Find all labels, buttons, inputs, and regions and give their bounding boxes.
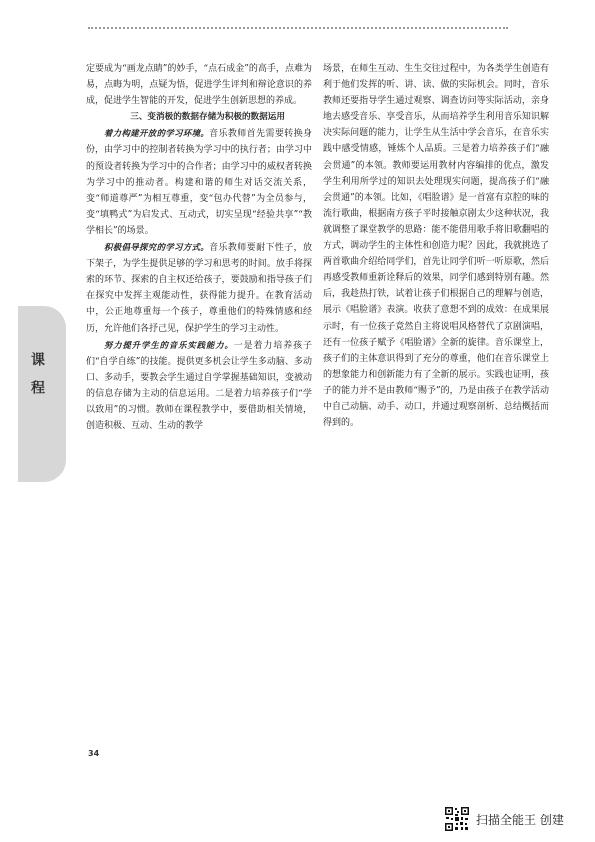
paragraph-body: 音乐教师要耐下性子，放下架子，为学生提供足够的学习和思考的时间。放手将探索的环节、探索的自主权还给孩子，要鼓励和指导孩子们在探究中发挥主观能动性，获得能力提升。在教育活动中，公正地尊重每一个孩子，尊重他们的特殊情感和经历，允许他们各抒己见，保护学生的学习主动性。	[86, 243, 312, 334]
paragraph-body: 音乐教师首先需要转换身份，由学习中的控制者转换为学习中的执行者；由学习中的预设者转换为学习中的合作者；由学习中的威权者转换为学习中的推动者。构建和谐的师生对话交流关系，变“师道尊严”为相互尊重，变“包办代替”为全员参与，变“填鸭式”为启发式、互动式，切实呈现“经验共享”“教学相长”的场景。	[86, 129, 312, 236]
paragraph-inquiry-learning	[86, 239, 312, 337]
watermark-text: 扫描全能王 创建	[476, 812, 564, 827]
paragraph-practice-ability	[86, 337, 312, 435]
paragraph-open-environment	[86, 125, 312, 239]
paragraph-body: 一是着力培养孩子们“自学自练”的技能。提供更多机会让学生多动脑、多动口、多动手，要教会学生通过自学掌握基础知识，变被动的信息存储为主动的信息运用。二是着力培养孩子们“学以致用”的习惯。教师在课程教学中，要借助相关情境，创造积极、互动、生动的教学	[86, 340, 312, 432]
page-number: 34	[88, 749, 100, 758]
scanner-watermark	[444, 806, 564, 832]
left-column	[86, 61, 312, 434]
paragraph-subheading: 努力提升学生的音乐实践能力。	[104, 339, 234, 350]
side-tab-label: 课程	[29, 352, 45, 408]
right-column-text: 场景，在师生互动、生生交往过程中，为各类学生创造有利于他们发挥的听、讲、读、做的实际机会。同时，音乐教师还要指导学生通过观察、调查访问等实际活动，亲身地去感受音乐、享受音乐，从而培养学生利用音乐知识解决实际问题的能力，让学生从生活中学会音乐，在音乐实践中感受情感，锤炼个人品质。三是着力培养孩子们“融会贯通”的本领。教师要运用教材内容编排的优点，激发学生利用所学过的知识去处理现实问题，提高孩子们“融会贯通”的本领。比如，《唱脸谱》是一首富有京腔的味的流行歌曲，根据南方孩子平时接触京剧太少这种状况，我就调整了课堂教学的思路：能不能借用歌手将旧歌翻唱的方式，调动学生的主体性和创造力呢？因此，我就挑选了两首歌曲介绍给同学们，首先让同学们听一听原歌，然后再感受教师重新诠释后的效果，同学们感到特别有趣。然后，我趁热打铁，试着让孩子们根据自己的理解与创造，展示《唱脸谱》表演。收获了意想不到的成效：在成果展示时，有一位孩子竟然自主将说唱风格替代了京剧演唱，还有一位孩子赋予《唱脸谱》全新的旋律。音乐课堂上，孩子们的主体意识得到了充分的尊重，他们在音乐课堂上的想象能力和创新能力有了全新的展示。实践也证明，孩子的能力并不是由教师“赐予”的，乃是由孩子在教学活动中自己动脑、动手、动口，并通过观察剖析、总结概括而得到的。	[323, 64, 549, 429]
paragraph-subheading: 积极倡导探究的学习方式。	[104, 242, 210, 253]
right-column	[323, 61, 549, 431]
opening-paragraph: 定要成为“画龙点睛”的妙手，“点石成金”的高手，点难为易，点晦为明，点疑为悟，促进学生评判和辩论意识的养成，促进学生智能的开发，促进学生创新思想的养成。	[86, 64, 312, 107]
section-heading: 三、变消极的数据存储为积极的数据运用	[130, 112, 285, 123]
qr-code-icon	[444, 806, 470, 832]
paragraph-subheading: 着力构建开放的学习环境。	[104, 128, 210, 139]
header-dotted-rule	[88, 27, 508, 29]
